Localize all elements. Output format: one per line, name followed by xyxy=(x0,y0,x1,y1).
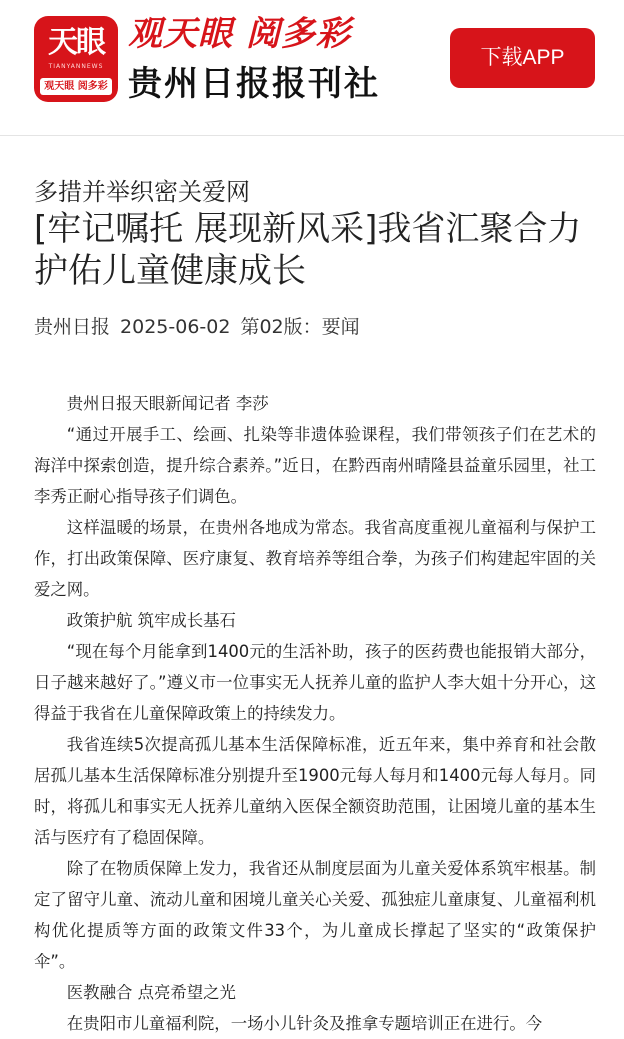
section-heading: 医教融合 点亮希望之光 xyxy=(66,983,236,1002)
article-title: [牢记嘱托 展现新风采]我省汇聚合力护佑儿童健康成长 xyxy=(34,209,582,291)
article-source: 贵州日报 xyxy=(34,316,111,338)
article-paragraph: 除了在物质保障上发力，我省还从制度层面为儿童关爱体系筑牢根基。制定了留守儿童、流动儿童和困境儿童关心关爱、孤独症儿童康复、儿童福利机构优化提质等方面的政策文件33个，为儿童成长撑起了坚实的“政策保护伞”。 xyxy=(34,859,596,971)
slogan: 观天眼 阅多彩 xyxy=(128,14,351,54)
article-paragraph: “通过开展手工、绘画、扎染等非遗体验课程，我们带领孩子们在艺术的海洋中探索创造，提升综合素养。”近日，在黔西南州晴隆县益童乐园里，社工李秀正耐心指导孩子们调色。 xyxy=(34,425,596,506)
publisher-name: 贵州日报报刊社 xyxy=(128,64,380,104)
article-paragraph: 我省连续5次提高孤儿基本生活保障标准，近五年来，集中养育和社会散居孤儿基本生活保障标准分别提升至1900元每人每月和1400元每人每月。同时，将孤儿和事实无人抚养儿童纳入医保全额资助范围，让困境儿童的基本生活与医疗有了稳固保障。 xyxy=(34,735,596,847)
logo-sub-text: TIANYANNEWS xyxy=(48,63,104,70)
tianyan-logo[interactable] xyxy=(34,16,118,102)
article-page: 第02版：要闻 xyxy=(240,316,360,338)
article xyxy=(34,176,594,1039)
article-paragraph-byline: 贵州日报天眼新闻记者 李莎 xyxy=(66,394,269,413)
article-body xyxy=(34,388,596,1039)
site-header xyxy=(0,0,624,136)
logo-main-text: 天眼 xyxy=(48,25,104,60)
section-heading: 政策护航 筑牢成长基石 xyxy=(66,611,236,630)
article-subtitle: 多措并举织密关爱网 xyxy=(34,178,250,206)
download-app-button[interactable]: 下载APP xyxy=(450,28,595,88)
article-paragraph: 这样温暖的场景，在贵州各地成为常态。我省高度重视儿童福利与保护工作，打出政策保障、医疗康复、教育培养等组合拳，为孩子们构建起牢固的关爱之网。 xyxy=(34,518,596,599)
article-meta xyxy=(34,314,594,340)
article-paragraph: “现在每个月能拿到1400元的生活补助，孩子的医药费也能报销大部分，日子越来越好了。”遵义市一位事实无人抚养儿童的监护人李大姐十分开心，这得益于我省在儿童保障政策上的持续发力。 xyxy=(34,642,596,723)
logo-band-text: 观天眼 阅多彩 xyxy=(40,78,112,95)
article-paragraph: 在贵阳市儿童福利院，一场小儿针灸及推拿专题培训正在进行。今 xyxy=(66,1014,543,1033)
article-date: 2025-06-02 xyxy=(120,316,231,338)
